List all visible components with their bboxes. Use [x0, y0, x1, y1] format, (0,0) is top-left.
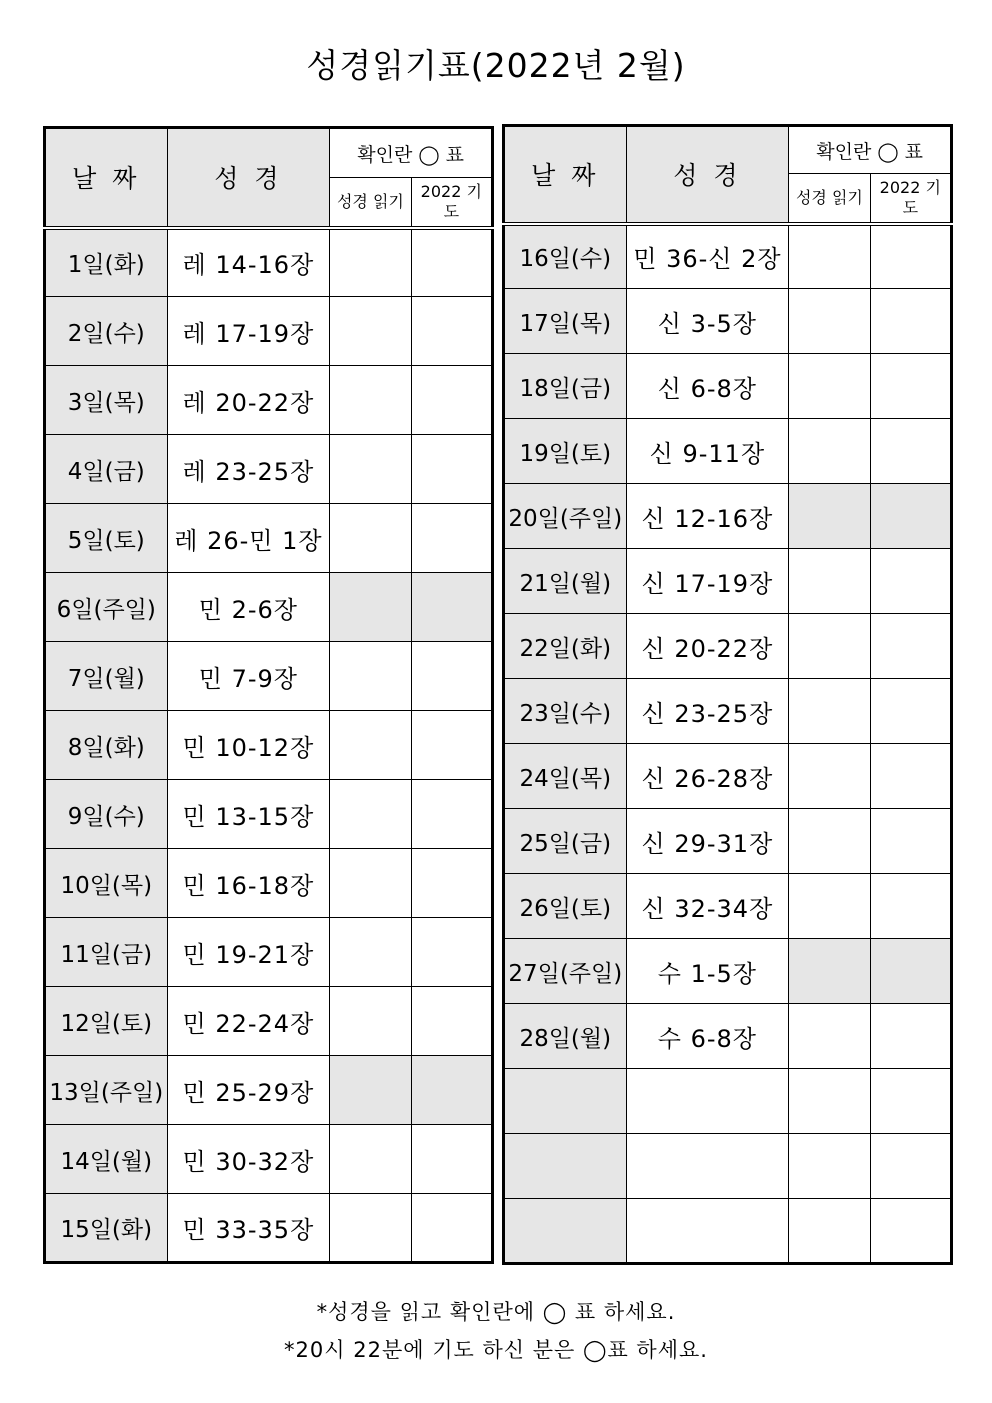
verse-cell: 신 20-22장	[626, 614, 789, 679]
pray-check-cell[interactable]	[411, 987, 492, 1056]
verse-cell	[626, 1134, 789, 1199]
pray-check-cell[interactable]	[870, 679, 951, 744]
table-row	[45, 1194, 493, 1263]
read-check-cell[interactable]	[330, 1056, 411, 1125]
pray-check-cell[interactable]	[870, 1134, 951, 1199]
verse-cell: 레 23-25장	[167, 435, 330, 504]
verse-cell: 민 10-12장	[167, 711, 330, 780]
date-cell: 9일(수)	[45, 780, 168, 849]
date-cell: 20일(주일)	[504, 484, 627, 549]
verse-cell: 신 17-19장	[626, 549, 789, 614]
verse-cell: 레 26-민 1장	[167, 504, 330, 573]
table-row	[45, 918, 493, 987]
read-check-cell[interactable]	[330, 849, 411, 918]
date-cell: 26일(토)	[504, 874, 627, 939]
read-check-cell[interactable]	[330, 228, 411, 297]
header-pray: 2022 기 도	[411, 178, 492, 228]
date-cell: 22일(화)	[504, 614, 627, 679]
verse-cell: 민 30-32장	[167, 1125, 330, 1194]
verse-cell: 민 7-9장	[167, 642, 330, 711]
header-check: 확인란 ◯ 표	[789, 126, 952, 174]
verse-cell: 레 14-16장	[167, 228, 330, 297]
date-cell: 4일(금)	[45, 435, 168, 504]
read-check-cell[interactable]	[330, 987, 411, 1056]
table-row	[504, 744, 952, 809]
pray-check-cell[interactable]	[411, 1194, 492, 1263]
reading-table-left	[43, 126, 494, 1264]
table-row	[45, 573, 493, 642]
date-cell: 12일(토)	[45, 987, 168, 1056]
table-row	[504, 809, 952, 874]
read-check-cell[interactable]	[789, 224, 870, 289]
date-cell: 11일(금)	[45, 918, 168, 987]
table-row	[45, 1056, 493, 1125]
table-row	[45, 366, 493, 435]
verse-cell: 민 36-신 2장	[626, 224, 789, 289]
read-check-cell[interactable]	[789, 939, 870, 1004]
verse-cell: 민 2-6장	[167, 573, 330, 642]
read-check-cell[interactable]	[330, 642, 411, 711]
pray-check-cell[interactable]	[411, 642, 492, 711]
pray-check-cell[interactable]	[870, 484, 951, 549]
read-check-cell[interactable]	[330, 1125, 411, 1194]
pray-check-cell[interactable]	[870, 809, 951, 874]
pray-check-cell[interactable]	[411, 711, 492, 780]
read-check-cell[interactable]	[789, 1199, 870, 1264]
verse-cell: 수 1-5장	[626, 939, 789, 1004]
table-row	[45, 504, 493, 573]
pray-check-cell[interactable]	[870, 224, 951, 289]
table-row	[45, 297, 493, 366]
table-row	[504, 289, 952, 354]
table-row	[504, 1134, 952, 1199]
verse-cell: 민 19-21장	[167, 918, 330, 987]
table-row	[45, 780, 493, 849]
pray-check-cell[interactable]	[411, 228, 492, 297]
pray-check-cell[interactable]	[870, 354, 951, 419]
table-row	[504, 614, 952, 679]
read-check-cell[interactable]	[330, 504, 411, 573]
read-check-cell[interactable]	[789, 484, 870, 549]
pray-check-cell[interactable]	[870, 939, 951, 1004]
table-row	[504, 354, 952, 419]
table-row	[45, 711, 493, 780]
read-check-cell[interactable]	[330, 711, 411, 780]
date-cell: 10일(목)	[45, 849, 168, 918]
verse-cell: 신 23-25장	[626, 679, 789, 744]
pray-check-cell[interactable]	[870, 874, 951, 939]
read-check-cell[interactable]	[789, 1134, 870, 1199]
table-row	[504, 874, 952, 939]
read-check-cell[interactable]	[330, 366, 411, 435]
verse-cell: 민 25-29장	[167, 1056, 330, 1125]
date-cell: 23일(수)	[504, 679, 627, 744]
date-cell: 28일(월)	[504, 1004, 627, 1069]
header-check: 확인란 ◯ 표	[330, 128, 493, 178]
date-cell: 13일(주일)	[45, 1056, 168, 1125]
reading-table-right	[502, 124, 953, 1265]
table-row	[45, 987, 493, 1056]
read-check-cell[interactable]	[330, 297, 411, 366]
date-cell: 21일(월)	[504, 549, 627, 614]
verse-cell: 신 9-11장	[626, 419, 789, 484]
verse-cell: 신 29-31장	[626, 809, 789, 874]
read-check-cell[interactable]	[789, 679, 870, 744]
date-cell: 14일(월)	[45, 1125, 168, 1194]
pray-check-cell[interactable]	[870, 614, 951, 679]
read-check-cell[interactable]	[330, 918, 411, 987]
date-cell	[504, 1069, 627, 1134]
pray-check-cell[interactable]	[870, 744, 951, 809]
date-cell: 25일(금)	[504, 809, 627, 874]
verse-cell: 민 13-15장	[167, 780, 330, 849]
note-1: *성경을 읽고 확인란에 ◯ 표 하세요.	[316, 1300, 676, 1324]
pray-check-cell[interactable]	[411, 849, 492, 918]
header-read: 성경 읽기	[330, 178, 411, 228]
verse-cell: 민 16-18장	[167, 849, 330, 918]
date-cell: 16일(수)	[504, 224, 627, 289]
pray-check-cell[interactable]	[411, 573, 492, 642]
table-row	[504, 1004, 952, 1069]
pray-check-cell[interactable]	[411, 918, 492, 987]
table-row	[45, 642, 493, 711]
read-check-cell[interactable]	[330, 573, 411, 642]
table-row	[504, 1199, 952, 1264]
verse-cell: 신 6-8장	[626, 354, 789, 419]
pray-check-cell[interactable]	[870, 419, 951, 484]
read-check-cell[interactable]	[789, 289, 870, 354]
verse-cell: 신 32-34장	[626, 874, 789, 939]
read-check-cell[interactable]	[330, 435, 411, 504]
pray-check-cell[interactable]	[411, 366, 492, 435]
date-cell: 2일(수)	[45, 297, 168, 366]
verse-cell	[626, 1199, 789, 1264]
verse-cell: 레 20-22장	[167, 366, 330, 435]
date-cell: 8일(화)	[45, 711, 168, 780]
date-cell: 18일(금)	[504, 354, 627, 419]
read-check-cell[interactable]	[789, 1004, 870, 1069]
header-pray: 2022 기 도	[870, 174, 951, 224]
header-bible: 성 경	[626, 126, 789, 224]
verse-cell: 신 12-16장	[626, 484, 789, 549]
date-cell: 5일(토)	[45, 504, 168, 573]
table-row	[504, 679, 952, 744]
table-row	[504, 939, 952, 1004]
read-check-cell[interactable]	[789, 549, 870, 614]
date-cell: 24일(목)	[504, 744, 627, 809]
pray-check-cell[interactable]	[870, 1004, 951, 1069]
read-check-cell[interactable]	[330, 1194, 411, 1263]
verse-cell: 신 3-5장	[626, 289, 789, 354]
table-row	[504, 224, 952, 289]
note-2: *20시 22분에 기도 하신 분은 ◯표 하세요.	[284, 1338, 708, 1362]
pray-check-cell[interactable]	[411, 1125, 492, 1194]
table-row	[504, 484, 952, 549]
table-row	[45, 228, 493, 297]
verse-cell: 민 33-35장	[167, 1194, 330, 1263]
verse-cell	[626, 1069, 789, 1134]
table-row	[504, 1069, 952, 1134]
pray-check-cell[interactable]	[411, 297, 492, 366]
read-check-cell[interactable]	[789, 614, 870, 679]
date-cell: 7일(월)	[45, 642, 168, 711]
read-check-cell[interactable]	[789, 744, 870, 809]
date-cell: 15일(화)	[45, 1194, 168, 1263]
date-cell: 6일(주일)	[45, 573, 168, 642]
header-read: 성경 읽기	[789, 174, 870, 224]
pray-check-cell[interactable]	[411, 435, 492, 504]
verse-cell: 레 17-19장	[167, 297, 330, 366]
verse-cell: 신 26-28장	[626, 744, 789, 809]
table-row	[45, 435, 493, 504]
read-check-cell[interactable]	[789, 1069, 870, 1134]
date-cell	[504, 1199, 627, 1264]
pray-check-cell[interactable]	[411, 780, 492, 849]
pray-check-cell[interactable]	[411, 1056, 492, 1125]
pray-check-cell[interactable]	[870, 1069, 951, 1134]
pray-check-cell[interactable]	[870, 289, 951, 354]
read-check-cell[interactable]	[789, 354, 870, 419]
read-check-cell[interactable]	[789, 874, 870, 939]
verse-cell: 수 6-8장	[626, 1004, 789, 1069]
read-check-cell[interactable]	[330, 780, 411, 849]
table-row	[504, 549, 952, 614]
date-cell: 19일(토)	[504, 419, 627, 484]
date-cell: 17일(목)	[504, 289, 627, 354]
read-check-cell[interactable]	[789, 809, 870, 874]
verse-cell: 민 22-24장	[167, 987, 330, 1056]
date-cell: 3일(목)	[45, 366, 168, 435]
date-cell: 27일(주일)	[504, 939, 627, 1004]
header-bible: 성 경	[167, 128, 330, 228]
table-row	[504, 419, 952, 484]
pray-check-cell[interactable]	[870, 549, 951, 614]
pray-check-cell[interactable]	[411, 504, 492, 573]
pray-check-cell[interactable]	[870, 1199, 951, 1264]
date-cell: 1일(화)	[45, 228, 168, 297]
date-cell	[504, 1134, 627, 1199]
table-row	[45, 849, 493, 918]
header-date: 날 짜	[45, 128, 168, 228]
page-title: 성경읽기표(2022년 2월)	[306, 46, 686, 85]
header-date: 날 짜	[504, 126, 627, 224]
read-check-cell[interactable]	[789, 419, 870, 484]
table-row	[45, 1125, 493, 1194]
